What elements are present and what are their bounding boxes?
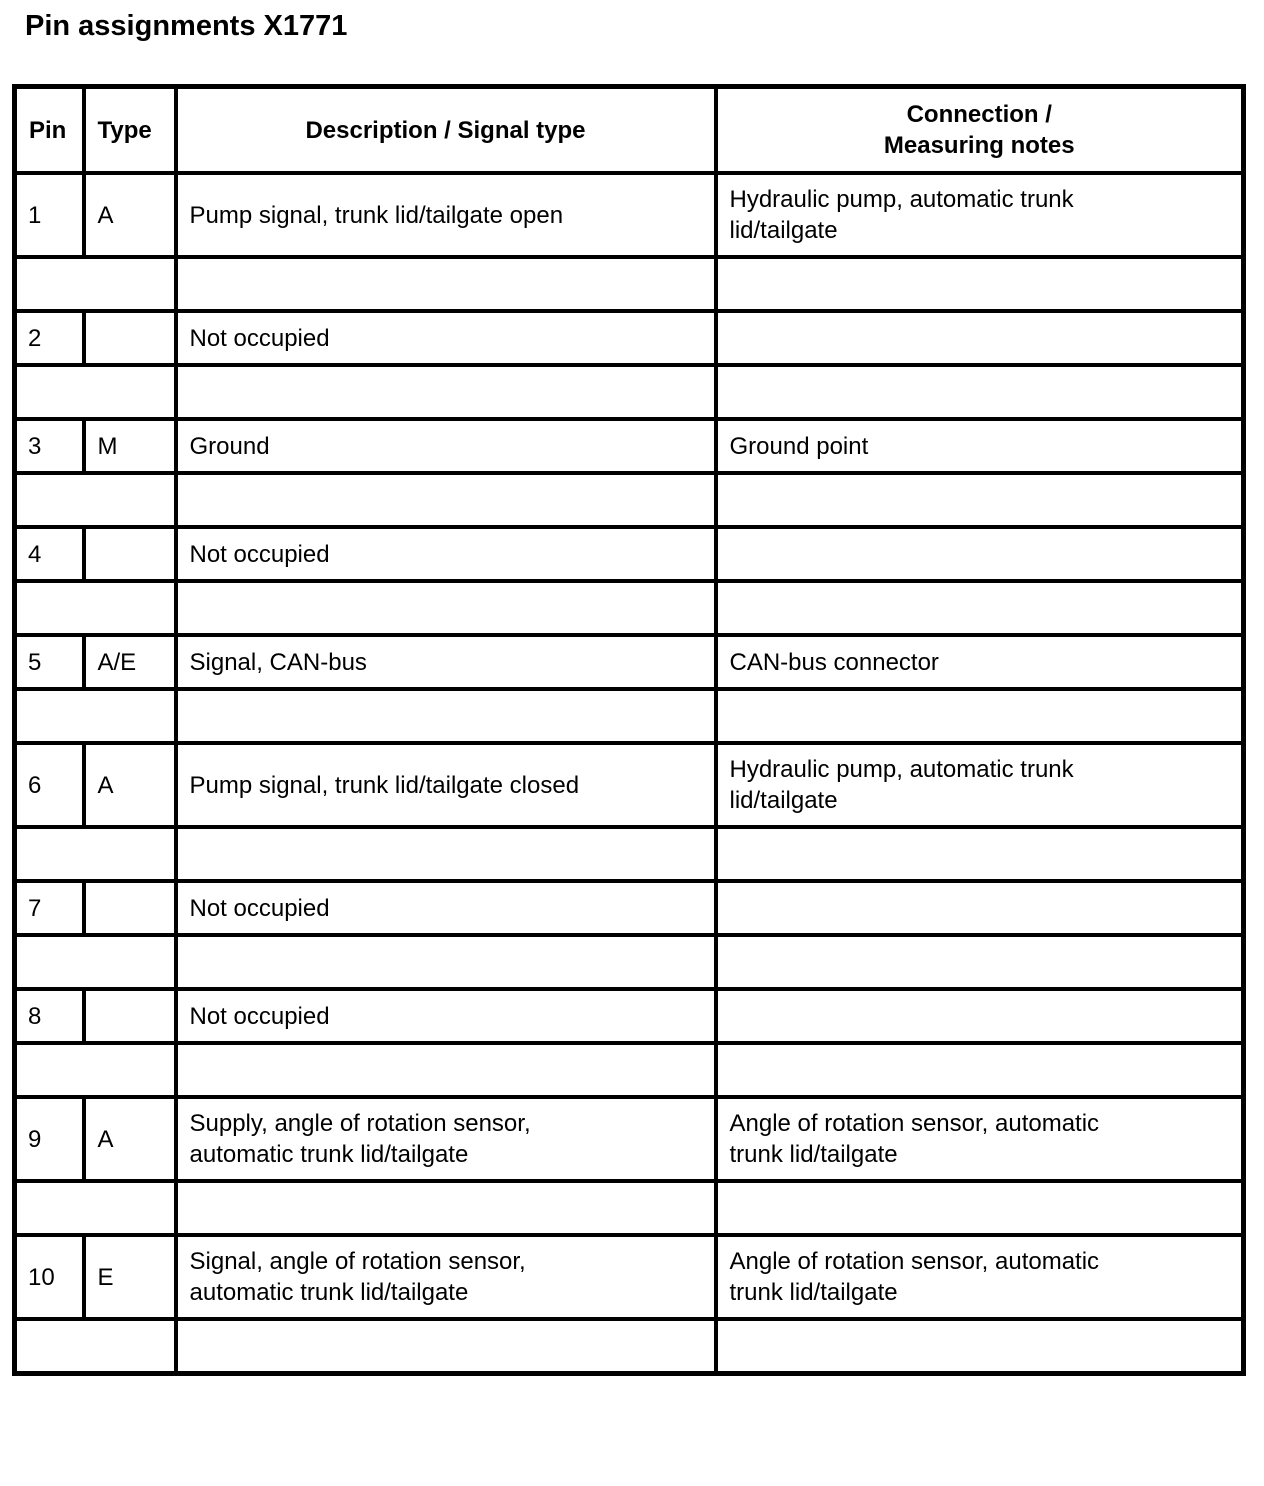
pin-description — [176, 881, 716, 935]
pin-type — [84, 311, 176, 365]
spacer-row — [15, 365, 1244, 419]
pin-type: A — [84, 743, 176, 827]
spacer-cell — [716, 1319, 1244, 1374]
spacer-cell — [176, 473, 716, 527]
spacer-cell — [15, 935, 176, 989]
pin-connection — [716, 173, 1244, 257]
pin-type — [84, 989, 176, 1043]
spacer-row — [15, 1319, 1244, 1374]
pin-description-line: Not occupied — [189, 324, 330, 352]
table-row — [15, 527, 1244, 581]
pin-connection — [716, 635, 1244, 689]
pin-description-line: Pump signal, trunk lid/tailgate closed — [189, 771, 580, 799]
spacer-cell — [716, 257, 1244, 311]
spacer-cell — [15, 1043, 176, 1097]
spacer-cell — [716, 1181, 1244, 1235]
pin-description-line: Not occupied — [189, 894, 330, 922]
spacer-row — [15, 827, 1244, 881]
table-body — [15, 173, 1244, 1374]
spacer-cell — [176, 935, 716, 989]
pin-type: M — [84, 419, 176, 473]
header-connection — [716, 87, 1244, 174]
pin-connection — [716, 989, 1244, 1043]
pin-type: A — [84, 173, 176, 257]
header-type: Type — [84, 87, 176, 174]
pin-description — [176, 419, 716, 473]
spacer-cell — [716, 581, 1244, 635]
pin-connection-line: Hydraulic pump, automatic trunk — [729, 756, 1074, 783]
pin-number: 7 — [15, 881, 84, 935]
spacer-cell — [716, 365, 1244, 419]
spacer-row — [15, 257, 1244, 311]
spacer-cell — [176, 365, 716, 419]
spacer-cell — [15, 581, 176, 635]
header-connection-line-1: Connection / — [906, 101, 1052, 128]
table-row — [15, 635, 1244, 689]
pin-connection — [716, 743, 1244, 827]
table-row — [15, 1235, 1244, 1319]
pin-description-line: automatic trunk lid/tailgate — [189, 1141, 469, 1168]
pin-connection-line: Angle of rotation sensor, automatic — [729, 1248, 1100, 1275]
spacer-cell — [15, 689, 176, 743]
spacer-row — [15, 935, 1244, 989]
pin-type — [84, 881, 176, 935]
table-row — [15, 881, 1244, 935]
spacer-row — [15, 689, 1244, 743]
table-row — [15, 989, 1244, 1043]
spacer-cell — [15, 257, 176, 311]
pin-connection-line: trunk lid/tailgate — [729, 1141, 898, 1168]
pin-connection-line: lid/tailgate — [729, 787, 838, 814]
pin-type: A — [84, 1097, 176, 1181]
pin-type: E — [84, 1235, 176, 1319]
pin-connection — [716, 311, 1244, 365]
pin-description — [176, 989, 716, 1043]
pin-description-line: Supply, angle of rotation sensor, — [189, 1110, 531, 1137]
pin-description — [176, 173, 716, 257]
pin-number: 4 — [15, 527, 84, 581]
pin-description-line: Signal, angle of rotation sensor, — [189, 1248, 526, 1275]
spacer-row — [15, 1043, 1244, 1097]
header-pin: Pin — [15, 87, 84, 174]
pin-description-line: Not occupied — [189, 1002, 330, 1030]
table-row — [15, 419, 1244, 473]
table-header-row — [15, 87, 1244, 174]
spacer-cell — [15, 1319, 176, 1374]
pin-description — [176, 527, 716, 581]
spacer-cell — [716, 473, 1244, 527]
pin-number: 8 — [15, 989, 84, 1043]
pin-connection-line: Ground point — [729, 432, 869, 460]
pin-type: A/E — [84, 635, 176, 689]
pin-number: 5 — [15, 635, 84, 689]
pin-connection-line: Hydraulic pump, automatic trunk — [729, 186, 1074, 213]
pin-connection-line: trunk lid/tailgate — [729, 1279, 898, 1306]
pin-connection — [716, 881, 1244, 935]
pin-connection — [716, 1235, 1244, 1319]
table-row — [15, 1097, 1244, 1181]
pin-number: 3 — [15, 419, 84, 473]
spacer-row — [15, 1181, 1244, 1235]
pin-connection-line: Angle of rotation sensor, automatic — [729, 1110, 1100, 1137]
header-connection-line-2: Measuring notes — [883, 132, 1075, 159]
pin-description-line: automatic trunk lid/tailgate — [189, 1279, 469, 1306]
spacer-cell — [716, 935, 1244, 989]
pin-connection — [716, 527, 1244, 581]
spacer-cell — [176, 1181, 716, 1235]
pin-description-line: Signal, CAN-bus — [189, 648, 367, 676]
table-row — [15, 173, 1244, 257]
spacer-cell — [176, 257, 716, 311]
pin-number: 1 — [15, 173, 84, 257]
spacer-cell — [716, 827, 1244, 881]
spacer-cell — [176, 827, 716, 881]
pin-description — [176, 743, 716, 827]
pin-number: 2 — [15, 311, 84, 365]
spacer-cell — [15, 1181, 176, 1235]
pin-number: 9 — [15, 1097, 84, 1181]
spacer-cell — [15, 365, 176, 419]
spacer-cell — [176, 1043, 716, 1097]
spacer-row — [15, 581, 1244, 635]
pin-connection — [716, 419, 1244, 473]
spacer-cell — [176, 689, 716, 743]
pin-description — [176, 1097, 716, 1181]
pin-description-line: Ground — [189, 432, 270, 460]
table-row — [15, 743, 1244, 827]
spacer-cell — [716, 689, 1244, 743]
spacer-cell — [176, 1319, 716, 1374]
pin-connection-line: CAN-bus connector — [729, 648, 939, 676]
pin-number: 10 — [15, 1235, 84, 1319]
pin-connection — [716, 1097, 1244, 1181]
pin-description — [176, 311, 716, 365]
header-description: Description / Signal type — [176, 87, 716, 174]
pin-assignment-table — [12, 84, 1246, 1376]
page-title: Pin assignments X1771 — [25, 10, 348, 42]
pin-number: 6 — [15, 743, 84, 827]
pin-description-line: Not occupied — [189, 540, 330, 568]
spacer-cell — [15, 827, 176, 881]
pin-connection-line: lid/tailgate — [729, 217, 838, 244]
pin-description — [176, 1235, 716, 1319]
spacer-row — [15, 473, 1244, 527]
pin-description-line: Pump signal, trunk lid/tailgate open — [189, 201, 564, 229]
spacer-cell — [176, 581, 716, 635]
spacer-cell — [15, 473, 176, 527]
pin-type — [84, 527, 176, 581]
table-row — [15, 311, 1244, 365]
spacer-cell — [716, 1043, 1244, 1097]
pin-description — [176, 635, 716, 689]
